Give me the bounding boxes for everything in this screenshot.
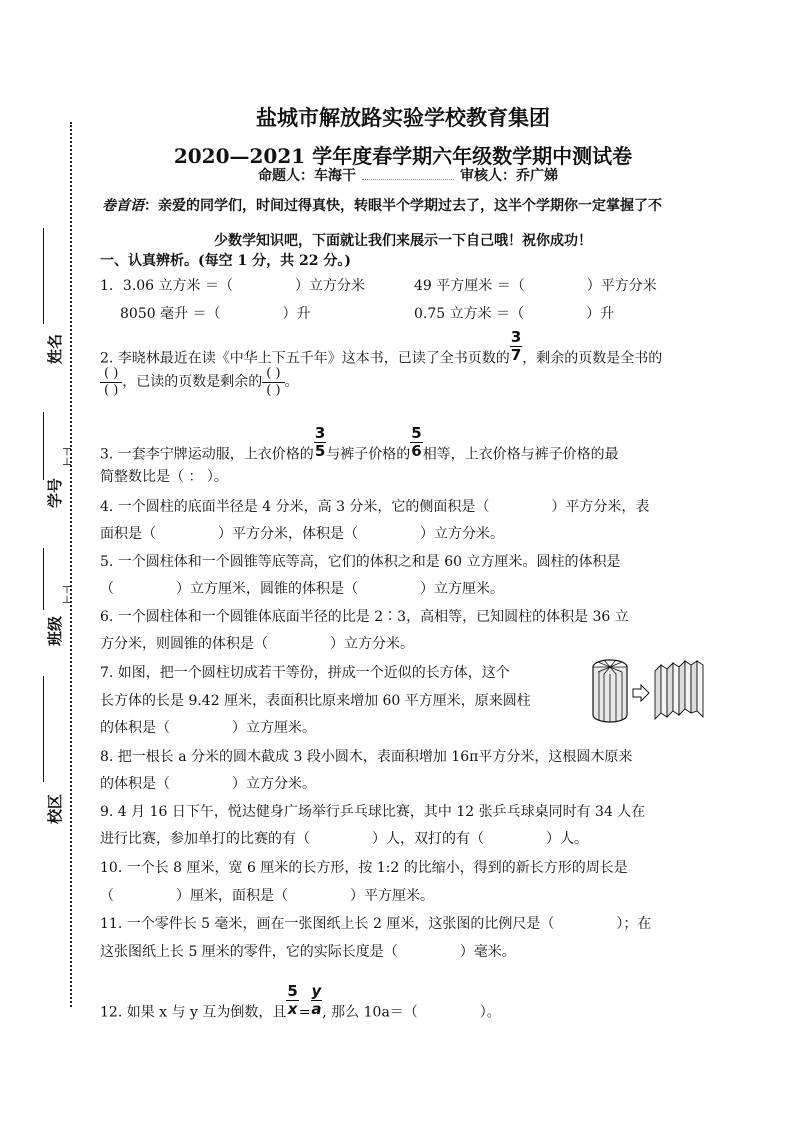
q11-line-b: 这张图纸上长 5 厘米的零件，它的实际长度是（ ）毫米。 xyxy=(100,944,516,960)
author-line xyxy=(258,165,558,185)
q7-line-b: 长方体的长是 9.42 厘米，表面积比原来增加 60 平方厘米，原来圆柱 xyxy=(100,693,531,709)
id-label: 学号 xyxy=(46,477,64,508)
name-label: 姓名 xyxy=(46,333,64,364)
q9-line-b: 进行比赛，参加单打的比赛的有（ ）人，双打的有（ ）人。 xyxy=(100,831,588,847)
fraction-y-a: $\frac{y}{a}$ xyxy=(311,982,322,1018)
campus-label: 校区 xyxy=(46,793,64,824)
q4-line-a: 4. 一个圆柱的底面半径是 4 分米，高 3 分米，它的侧面积是（ ）平方分米，表 xyxy=(100,499,650,515)
intro-line-2: 少数学知识吧，下面就让我们来展示一下自己哦！祝你成功！ xyxy=(214,233,592,249)
q1-line-b: 49 平方厘米 ＝（ ）平方分米 xyxy=(414,278,657,294)
id-blank[interactable] xyxy=(43,412,44,480)
school-title: 盐城市解放路实验学校教育集团 xyxy=(256,105,550,130)
fraction-3-5: $\frac{3}{5}$ xyxy=(314,424,326,460)
answer-fraction-blank[interactable]: ( ) ( ) xyxy=(262,366,284,398)
q3-line-b: 简整数比是（ ： ）。 xyxy=(100,469,228,485)
q8-line-b: 的体积是（ ）立方分米。 xyxy=(100,776,316,792)
q10-line-b: （ ）厘米，面积是（ ）平方厘米。 xyxy=(100,888,434,904)
class-blank[interactable] xyxy=(43,548,44,610)
intro-line-1: 卷首语：亲爱的同学们，时间过得真快，转眼半个学期过去了，这半个学期你一定掌握了不 xyxy=(102,198,662,214)
q11-line-a: 11. 一个零件长 5 毫米，画在一张图纸上长 2 厘米，这张图的比例尺是（ ）；在 xyxy=(100,916,652,932)
seal-mark: ⊢⊣ xyxy=(60,447,74,466)
binding-margin xyxy=(0,0,80,1122)
intro-lead: 卷首语 xyxy=(102,198,144,214)
cylinder-to-cuboid-figure xyxy=(591,655,708,727)
fraction-5-6: $\frac{5}{6}$ xyxy=(411,424,422,460)
answer-fraction-blank[interactable]: ( ) ( ) xyxy=(100,366,122,398)
q2-line-a: 2. 李晓林最近在读《中华上下五千年》这本书，已读了全书页数的 $\frac{3}{7}$ ，剩余的页数是全书的 xyxy=(100,328,663,367)
q1-line-a: 1．3.06 立方米 ＝（ ）立方分米 xyxy=(100,278,365,294)
exam-page xyxy=(98,0,708,1122)
q1-line-d: 0.75 立方米 ＝（ ）升 xyxy=(414,306,615,322)
fraction-5-x: $\frac{5}{x}$ xyxy=(287,982,298,1018)
q6-line-a: 6. 一个圆柱体和一个圆锥体底面半径的比是 2∶3，高相等，已知圆柱的体积是 36 立 xyxy=(100,609,629,625)
name-blank[interactable] xyxy=(43,228,44,324)
reviewer: 审核人：乔广娣 xyxy=(460,168,558,184)
seal-mark: ⊢⊣ xyxy=(60,585,74,604)
q1-line-c: 8050 毫升 ＝（ ）升 xyxy=(120,306,311,322)
q3-line-a: 3. 一套李宁牌运动服，上衣价格的 $\frac{3}{5}$ 与裤子价格的 $\frac{5}{6}$ 相等，上衣价格与裤子价格的最 xyxy=(100,424,619,463)
section-heading: 一、认真辨析。(每空 1 分，共 22 分。) xyxy=(100,253,351,269)
exam-title: 2020—2021 学年度春学期六年级数学期中测试卷 xyxy=(173,144,633,168)
q12-line: 12. 如果 x 与 y 互为倒数，且 $\frac{5}{x}$ = $\frac{y}{a}$ , 那么 10a＝（ ）。 xyxy=(100,982,501,1021)
q4-line-b: 面积是（ ）平方分米，体积是（ ）立方分米。 xyxy=(100,526,504,542)
campus-blank[interactable] xyxy=(43,676,44,782)
q7-line-a: 7. 如图，把一个圆柱切成若干等份，拼成一个近似的长方体，这个 xyxy=(100,665,510,681)
q5-line-a: 5. 一个圆柱体和一个圆锥等底等高，它们的体积之和是 60 立方厘米。圆柱的体积是 xyxy=(100,554,621,570)
class-label: 班级 xyxy=(46,615,64,646)
q5-line-b: （ ）立方厘米，圆锥的体积是（ ）立方厘米。 xyxy=(100,581,504,597)
binding-dotted-line xyxy=(70,122,72,1007)
q7-line-c: 的体积是（ ）立方厘米。 xyxy=(100,720,316,736)
author: 命题人：车海干 xyxy=(258,168,356,184)
fraction-3-7: $\frac{3}{7}$ xyxy=(510,328,522,364)
q9-line-a: 9. 4 月 16 日下午，悦达健身广场举行乒乓球比赛，其中 12 张乒乓球桌同时有 34 人在 xyxy=(100,804,646,820)
q2-line-b: ( ) ( ) ，已读的页数是剩余的 ( ) ( ) 。 xyxy=(100,366,299,398)
q8-line-a: 8. 把一根长 a 分米的圆木截成 3 段小圆木，表面积增加 16π平方分米，这根圆木原来 xyxy=(100,749,633,765)
q10-line-a: 10. 一个长 8 厘米，宽 6 厘米的长方形，按 1:2 的比缩小，得到的新长方形的周长是 xyxy=(100,860,628,876)
q6-line-b: 方分米，则圆锥的体积是（ ）立方分米。 xyxy=(100,636,414,652)
